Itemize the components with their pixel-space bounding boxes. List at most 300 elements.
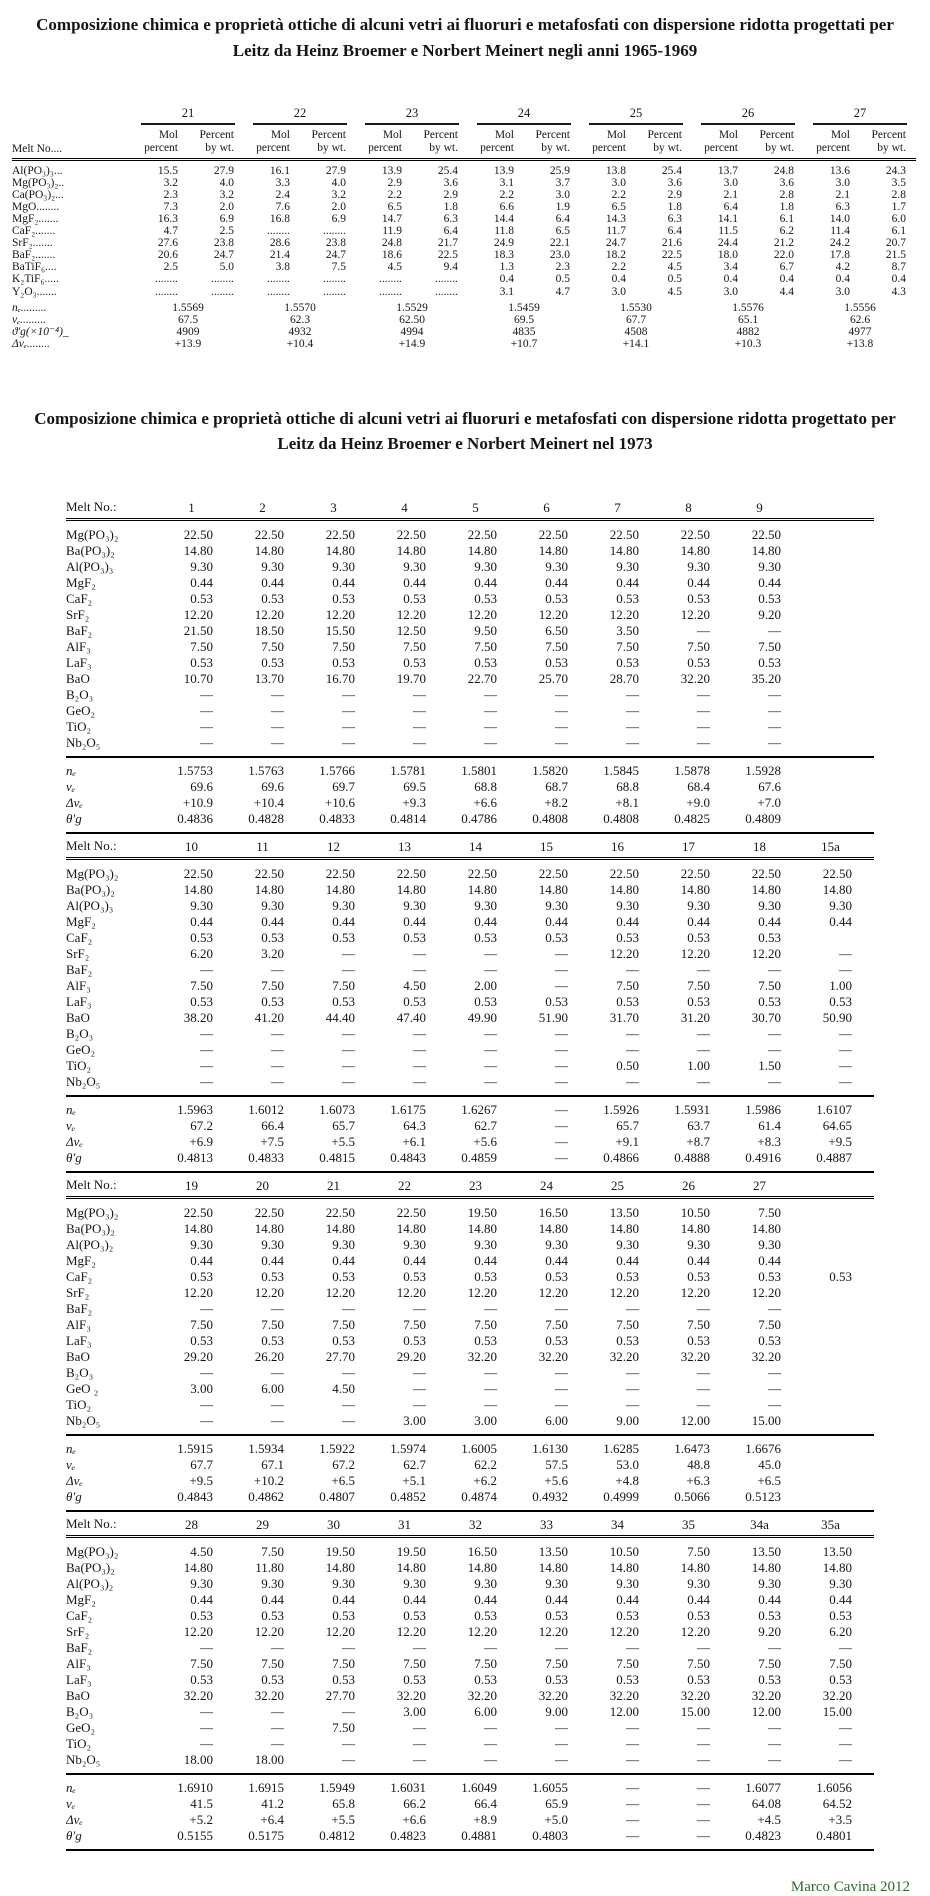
melt-block-table bbox=[66, 838, 874, 1173]
value-cell: — bbox=[839, 1735, 852, 1751]
melt-number: 3 bbox=[306, 499, 377, 520]
value-cell: 0.44 bbox=[261, 574, 284, 590]
row-label: Ba(PO₃)₂ bbox=[66, 1220, 115, 1236]
value-cell: 1.7 bbox=[891, 201, 906, 214]
value-cell: 22.50 bbox=[751, 526, 781, 542]
value-cell: 9.30 bbox=[758, 897, 781, 913]
value-cell: 4.50 bbox=[332, 1380, 355, 1396]
value-cell: — bbox=[839, 1025, 852, 1041]
value-cell: 12.20 bbox=[396, 1623, 426, 1639]
value-cell: 0.4 bbox=[835, 273, 850, 286]
property-value-cell: — bbox=[626, 1827, 639, 1843]
table-row bbox=[66, 1253, 874, 1269]
value-cell: — bbox=[768, 1639, 781, 1655]
property-row bbox=[66, 757, 874, 779]
value-cell: 2.9 bbox=[387, 176, 402, 189]
value-cell: 9.20 bbox=[758, 606, 781, 622]
melt-number: 7 bbox=[590, 499, 661, 520]
value-cell: 14.80 bbox=[538, 1559, 568, 1575]
value-cell: — bbox=[697, 1025, 710, 1041]
value-cell: 14.80 bbox=[538, 542, 568, 558]
property-value-cell: 41.2 bbox=[261, 1795, 284, 1811]
value-cell: — bbox=[697, 1300, 710, 1316]
melt-number: 15 bbox=[519, 838, 590, 859]
value-cell: 18.6 bbox=[381, 249, 402, 262]
row-label: BaF₂....... bbox=[12, 249, 56, 262]
property-value-cell: 1.6005 bbox=[461, 1440, 497, 1456]
value-cell: — bbox=[200, 718, 213, 734]
value-cell: 13.50 bbox=[609, 1204, 639, 1220]
row-label: SrF₂ bbox=[66, 1623, 90, 1639]
table-row bbox=[66, 1381, 874, 1397]
value-cell: — bbox=[484, 1300, 497, 1316]
value-cell: 0.53 bbox=[758, 1332, 781, 1348]
value-cell: 0.53 bbox=[332, 1607, 355, 1623]
row-label: nₑ bbox=[66, 1779, 76, 1795]
melt-number: 9 bbox=[732, 499, 803, 520]
value-cell bbox=[803, 930, 874, 946]
property-value-cell: 1.5986 bbox=[745, 1101, 781, 1117]
property-value-cell: 1.6285 bbox=[603, 1440, 639, 1456]
value-cell: 0.53 bbox=[474, 1671, 497, 1687]
value-cell: — bbox=[697, 734, 710, 750]
value-cell: — bbox=[271, 1041, 284, 1057]
property-value-cell: 62.7 bbox=[403, 1456, 426, 1472]
value-cell: 12.20 bbox=[254, 606, 284, 622]
value-cell: 22.70 bbox=[467, 670, 497, 686]
value-cell: — bbox=[555, 1041, 568, 1057]
value-cell: — bbox=[768, 734, 781, 750]
value-cell: 6.00 bbox=[261, 1380, 284, 1396]
value-cell: 0.53 bbox=[829, 1671, 852, 1687]
value-cell: 0.4 bbox=[891, 273, 906, 286]
value-cell: 14.80 bbox=[751, 1559, 781, 1575]
value-cell: 4.0 bbox=[331, 176, 346, 189]
value-cell: 0.44 bbox=[687, 913, 710, 929]
block-header bbox=[66, 838, 874, 859]
value-cell: 10.70 bbox=[183, 670, 213, 686]
melt-number: 18 bbox=[732, 838, 803, 859]
value-cell: 27.9 bbox=[325, 164, 346, 177]
melt-number-row bbox=[66, 1516, 874, 1537]
value-cell: 0.44 bbox=[403, 574, 426, 590]
value-cell: 0.44 bbox=[758, 1252, 781, 1268]
table-row bbox=[12, 213, 916, 225]
value-cell: 3.1 bbox=[499, 176, 514, 189]
melt-number: 20 bbox=[235, 1177, 306, 1198]
value-cell: 0.4 bbox=[499, 273, 514, 286]
value-cell: 14.80 bbox=[254, 542, 284, 558]
value-cell: 19.50 bbox=[396, 1543, 426, 1559]
property-value-cell: 1.5459 bbox=[508, 301, 540, 314]
value-cell: — bbox=[768, 1025, 781, 1041]
property-value-cell: 67.1 bbox=[261, 1456, 284, 1472]
melt-number: 15a bbox=[803, 838, 874, 859]
value-cell: 12.20 bbox=[538, 606, 568, 622]
value-cell: 6.3 bbox=[443, 213, 458, 226]
value-cell: — bbox=[484, 1364, 497, 1380]
value-cell: 1.00 bbox=[829, 977, 852, 993]
value-cell: 22.50 bbox=[538, 526, 568, 542]
value-cell: 14.80 bbox=[467, 1220, 497, 1236]
value-cell: 7.50 bbox=[261, 1543, 284, 1559]
value-cell: 6.5 bbox=[387, 201, 402, 214]
property-rows bbox=[66, 757, 874, 833]
row-label: LaF₃ bbox=[66, 1332, 92, 1348]
value-cell: 12.20 bbox=[325, 606, 355, 622]
value-cell: 13.50 bbox=[822, 1543, 852, 1559]
value-cell: 2.0 bbox=[331, 201, 346, 214]
property-value-cell: 1.6056 bbox=[816, 1779, 852, 1795]
property-rows bbox=[66, 1435, 874, 1511]
value-cell: — bbox=[342, 718, 355, 734]
value-cell: 12.20 bbox=[467, 606, 497, 622]
value-cell: 3.2 bbox=[331, 189, 346, 201]
value-cell: 0.53 bbox=[616, 590, 639, 606]
value-cell: 22.50 bbox=[680, 865, 710, 881]
value-cell: 25.4 bbox=[437, 164, 458, 177]
value-cell: 12.20 bbox=[183, 1284, 213, 1300]
value-cell: 6.20 bbox=[190, 945, 213, 961]
value-cell: 12.20 bbox=[680, 945, 710, 961]
row-label: Al(PO₃)₃ bbox=[66, 558, 114, 574]
value-cell: 9.30 bbox=[545, 1575, 568, 1591]
property-value-cell: +10.3 bbox=[734, 337, 762, 350]
value-cell: — bbox=[484, 945, 497, 961]
value-cell: 0.53 bbox=[616, 654, 639, 670]
value-cell: 14.80 bbox=[467, 1559, 497, 1575]
table-row bbox=[66, 1269, 874, 1285]
value-cell: 0.53 bbox=[758, 590, 781, 606]
value-cell: 20.7 bbox=[885, 237, 906, 250]
value-cell: 2.4 bbox=[275, 189, 290, 201]
row-label: Mg(PO₃)₂ bbox=[66, 1543, 119, 1559]
value-cell bbox=[803, 559, 874, 575]
value-cell: 9.30 bbox=[545, 897, 568, 913]
value-cell: 32.20 bbox=[538, 1687, 568, 1703]
value-cell: ........ bbox=[267, 273, 290, 286]
value-cell: 29.20 bbox=[183, 1348, 213, 1364]
value-cell: 3.2 bbox=[219, 189, 234, 201]
table-row bbox=[66, 1656, 874, 1672]
value-cell: 14.80 bbox=[325, 1220, 355, 1236]
row-label: MgF₂ bbox=[66, 1591, 96, 1607]
table-row bbox=[66, 1365, 874, 1381]
table-row bbox=[66, 543, 874, 559]
value-cell: — bbox=[413, 1073, 426, 1089]
block-header bbox=[66, 1177, 874, 1198]
property-value-cell: 66.2 bbox=[403, 1795, 426, 1811]
value-cell: 4.7 bbox=[163, 225, 178, 238]
table-row bbox=[12, 237, 916, 249]
value-cell: — bbox=[484, 1396, 497, 1412]
value-cell: — bbox=[271, 1300, 284, 1316]
value-cell: — bbox=[555, 945, 568, 961]
value-cell: — bbox=[413, 945, 426, 961]
value-cell: — bbox=[626, 1380, 639, 1396]
melt-no-label: Melt No.: bbox=[66, 1177, 164, 1198]
property-value-cell bbox=[803, 1473, 874, 1489]
value-cell: 12.20 bbox=[396, 606, 426, 622]
value-cell: — bbox=[200, 1639, 213, 1655]
value-cell: 3.6 bbox=[667, 176, 682, 189]
value-cell: 0.53 bbox=[758, 1671, 781, 1687]
value-cell: 2.2 bbox=[499, 189, 514, 201]
value-cell: 25.4 bbox=[661, 164, 682, 177]
value-cell: — bbox=[200, 702, 213, 718]
table-row bbox=[66, 607, 874, 623]
property-value-cell: +4.5 bbox=[757, 1811, 781, 1827]
title-1965-1969: Composizione chimica e proprietà ottiche di alcuni vetri ai fluoruri e metafosfati con dispersione ridotta progettati per Leitz da Heinz Broemer e Norbert Meinert negli anni 1965-1969 bbox=[36, 15, 894, 60]
value-cell: 9.30 bbox=[403, 558, 426, 574]
value-cell: — bbox=[555, 1057, 568, 1073]
value-cell: 3.1 bbox=[499, 285, 514, 298]
value-cell: — bbox=[555, 1073, 568, 1089]
property-value-cell: +8.2 bbox=[544, 794, 568, 810]
property-value-cell: 68.4 bbox=[687, 778, 710, 794]
value-cell: — bbox=[484, 1041, 497, 1057]
value-cell: — bbox=[342, 1396, 355, 1412]
melt-number: 11 bbox=[235, 838, 306, 859]
value-cell: 14.80 bbox=[680, 1559, 710, 1575]
subcolumn-header: Mol percent bbox=[580, 125, 636, 159]
value-cell: — bbox=[626, 961, 639, 977]
value-cell: 8.7 bbox=[891, 261, 906, 274]
value-cell: 7.50 bbox=[829, 1655, 852, 1671]
value-cell: 0.44 bbox=[332, 574, 355, 590]
table-row bbox=[66, 1720, 874, 1736]
value-cell: 14.80 bbox=[254, 881, 284, 897]
property-value-cell: 64.65 bbox=[822, 1117, 852, 1133]
value-cell: 0.53 bbox=[190, 1607, 213, 1623]
value-cell: 0.44 bbox=[190, 913, 213, 929]
property-value-cell: +9.0 bbox=[686, 794, 710, 810]
value-cell: 7.50 bbox=[403, 1655, 426, 1671]
melt-number bbox=[804, 107, 916, 125]
row-label: Ba(PO₃)₂ bbox=[66, 1559, 115, 1575]
property-value-cell: 4508 bbox=[624, 325, 648, 338]
value-cell: 0.44 bbox=[687, 574, 710, 590]
subcolumn-header: Mol percent bbox=[132, 125, 188, 159]
value-cell: 0.53 bbox=[332, 590, 355, 606]
value-cell: ........ bbox=[323, 285, 346, 298]
value-cell: 22.50 bbox=[822, 865, 852, 881]
value-cell: 7.50 bbox=[687, 1316, 710, 1332]
value-cell: 3.0 bbox=[611, 285, 626, 298]
property-value-cell: 0.5175 bbox=[248, 1827, 284, 1843]
value-cell: 0.44 bbox=[829, 1591, 852, 1607]
value-cell: 0.53 bbox=[545, 1671, 568, 1687]
property-value-cell: 0.5066 bbox=[674, 1488, 710, 1504]
value-cell: — bbox=[200, 1025, 213, 1041]
property-value-cell: +6.2 bbox=[473, 1472, 497, 1488]
value-cell: 32.20 bbox=[396, 1687, 426, 1703]
value-cell: 7.50 bbox=[758, 977, 781, 993]
value-cell: 0.53 bbox=[403, 1671, 426, 1687]
property-value-cell: 0.4999 bbox=[603, 1488, 639, 1504]
value-cell: 12.20 bbox=[609, 1623, 639, 1639]
row-label: CaF₂ bbox=[66, 929, 93, 945]
value-cell: 14.80 bbox=[751, 1220, 781, 1236]
composition-rows bbox=[66, 858, 874, 1096]
value-cell: 0.53 bbox=[687, 1268, 710, 1284]
value-cell: 0.44 bbox=[687, 1252, 710, 1268]
value-cell: 0.53 bbox=[474, 654, 497, 670]
value-cell: 7.3 bbox=[163, 201, 178, 214]
property-value-cell: 0.4833 bbox=[248, 1149, 284, 1165]
value-cell: 14.80 bbox=[538, 881, 568, 897]
property-value-cell: — bbox=[626, 1779, 639, 1795]
value-cell: — bbox=[413, 734, 426, 750]
value-cell: 23.8 bbox=[213, 237, 234, 250]
property-value-cell: +9.3 bbox=[402, 794, 426, 810]
value-cell: 9.30 bbox=[687, 558, 710, 574]
value-cell: 14.4 bbox=[493, 213, 514, 226]
value-cell: 21.2 bbox=[773, 237, 794, 250]
property-value-cell: 4977 bbox=[848, 325, 872, 338]
value-cell: 6.9 bbox=[331, 213, 346, 226]
property-value-cell: 1.5753 bbox=[177, 762, 213, 778]
value-cell: 14.80 bbox=[751, 542, 781, 558]
row-label: Nb₂O₅ bbox=[66, 1751, 101, 1767]
row-label: ϑ′g(×10⁻⁴)_ bbox=[12, 325, 69, 338]
value-cell: 22.50 bbox=[396, 865, 426, 881]
value-cell: 19.50 bbox=[325, 1543, 355, 1559]
row-label: LaF₃ bbox=[66, 1671, 92, 1687]
value-cell: 9.00 bbox=[616, 1412, 639, 1428]
row-label: Mg(PO₃)₂ bbox=[66, 1204, 119, 1220]
melt-number-row bbox=[12, 107, 916, 125]
table-row bbox=[66, 1560, 874, 1576]
value-cell: 3.2 bbox=[163, 176, 178, 189]
property-value-cell: — bbox=[626, 1795, 639, 1811]
value-cell bbox=[803, 1301, 874, 1317]
value-cell: — bbox=[555, 1751, 568, 1767]
value-cell: — bbox=[200, 1364, 213, 1380]
value-cell: 0.44 bbox=[616, 913, 639, 929]
value-cell: 14.80 bbox=[680, 1220, 710, 1236]
melt-number-underline: 22 bbox=[253, 107, 347, 125]
value-cell: 3.50 bbox=[616, 622, 639, 638]
value-cell: 0.53 bbox=[261, 993, 284, 1009]
value-cell: 4.4 bbox=[779, 285, 794, 298]
value-cell bbox=[803, 623, 874, 639]
value-cell: 22.50 bbox=[609, 526, 639, 542]
value-cell: — bbox=[413, 1025, 426, 1041]
value-cell: 0.53 bbox=[403, 1268, 426, 1284]
value-cell: 6.1 bbox=[779, 213, 794, 226]
value-cell: 16.1 bbox=[269, 164, 290, 177]
value-cell: — bbox=[626, 1639, 639, 1655]
value-cell: — bbox=[342, 1041, 355, 1057]
value-cell: 0.44 bbox=[403, 1252, 426, 1268]
value-cell: 0.53 bbox=[332, 1268, 355, 1284]
melt-no-label: Melt No.... bbox=[12, 125, 132, 159]
value-cell: 7.50 bbox=[332, 1316, 355, 1332]
property-value-cell: 1.5931 bbox=[674, 1101, 710, 1117]
property-value-cell: +6.1 bbox=[402, 1133, 426, 1149]
value-cell: 0.53 bbox=[758, 1607, 781, 1623]
melt-number: 32 bbox=[448, 1516, 519, 1537]
value-cell: 3.6 bbox=[779, 176, 794, 189]
value-cell: 0.44 bbox=[261, 913, 284, 929]
property-value-cell: 1.5763 bbox=[248, 762, 284, 778]
value-cell: 0.53 bbox=[332, 654, 355, 670]
property-value-cell: 1.5928 bbox=[745, 762, 781, 778]
credit-text: Marco Cavina 2012 bbox=[790, 1878, 910, 1895]
property-value-cell: +6.5 bbox=[331, 1472, 355, 1488]
value-cell: 0.53 bbox=[758, 1268, 781, 1284]
value-cell bbox=[803, 575, 874, 591]
subcolumn-header: Mol percent bbox=[468, 125, 524, 159]
property-value-cell: 63.7 bbox=[687, 1117, 710, 1133]
row-label: νₑ bbox=[66, 1795, 76, 1811]
value-cell: 24.3 bbox=[885, 164, 906, 177]
value-cell: 0.44 bbox=[190, 1252, 213, 1268]
value-cell bbox=[803, 1221, 874, 1237]
value-cell: 0.53 bbox=[261, 1332, 284, 1348]
value-cell: 0.53 bbox=[261, 590, 284, 606]
value-cell: — bbox=[839, 1719, 852, 1735]
row-label: BaO bbox=[66, 1687, 90, 1703]
row-label: B₂O₃ bbox=[66, 1025, 94, 1041]
property-value-cell: 0.4843 bbox=[390, 1149, 426, 1165]
value-cell: 7.50 bbox=[758, 638, 781, 654]
property-value-cell: 62.50 bbox=[399, 313, 425, 326]
value-cell: 7.50 bbox=[261, 977, 284, 993]
value-cell: 11.80 bbox=[255, 1559, 284, 1575]
value-cell: — bbox=[626, 1300, 639, 1316]
value-cell: 4.50 bbox=[403, 977, 426, 993]
value-cell: 9.30 bbox=[474, 1236, 497, 1252]
value-cell: — bbox=[697, 1639, 710, 1655]
property-value-cell: 1.5926 bbox=[603, 1101, 639, 1117]
property-value-cell: 64.52 bbox=[822, 1795, 852, 1811]
value-cell: — bbox=[200, 1396, 213, 1412]
value-cell: 9.30 bbox=[403, 1236, 426, 1252]
row-label: BaO bbox=[66, 670, 90, 686]
property-row bbox=[66, 811, 874, 833]
row-label: BaO bbox=[66, 1009, 90, 1025]
property-value-cell: +6.6 bbox=[473, 794, 497, 810]
value-cell: 7.50 bbox=[687, 1543, 710, 1559]
value-cell: 9.30 bbox=[687, 1575, 710, 1591]
value-cell: — bbox=[555, 686, 568, 702]
value-cell: — bbox=[839, 1073, 852, 1089]
value-cell: — bbox=[413, 686, 426, 702]
value-cell: — bbox=[697, 1041, 710, 1057]
value-cell: — bbox=[200, 734, 213, 750]
value-cell: 9.30 bbox=[332, 1575, 355, 1591]
value-cell: 22.1 bbox=[549, 237, 570, 250]
row-label: Mg(PO₃)₂.. bbox=[12, 176, 65, 189]
value-cell: — bbox=[484, 1057, 497, 1073]
value-cell: 0.53 bbox=[190, 1332, 213, 1348]
value-cell: — bbox=[413, 702, 426, 718]
value-cell: 0.44 bbox=[474, 1252, 497, 1268]
value-cell: 14.80 bbox=[325, 881, 355, 897]
value-cell: 4.2 bbox=[835, 261, 850, 274]
value-cell: 7.50 bbox=[758, 1204, 781, 1220]
value-cell: 22.50 bbox=[183, 865, 213, 881]
melt-number bbox=[132, 107, 244, 125]
value-cell: 7.5 bbox=[331, 261, 346, 274]
value-cell: 0.53 bbox=[758, 929, 781, 945]
table-row bbox=[66, 1221, 874, 1237]
value-cell: 7.50 bbox=[332, 1719, 355, 1735]
value-cell: — bbox=[200, 1703, 213, 1719]
value-cell: 22.50 bbox=[396, 1204, 426, 1220]
